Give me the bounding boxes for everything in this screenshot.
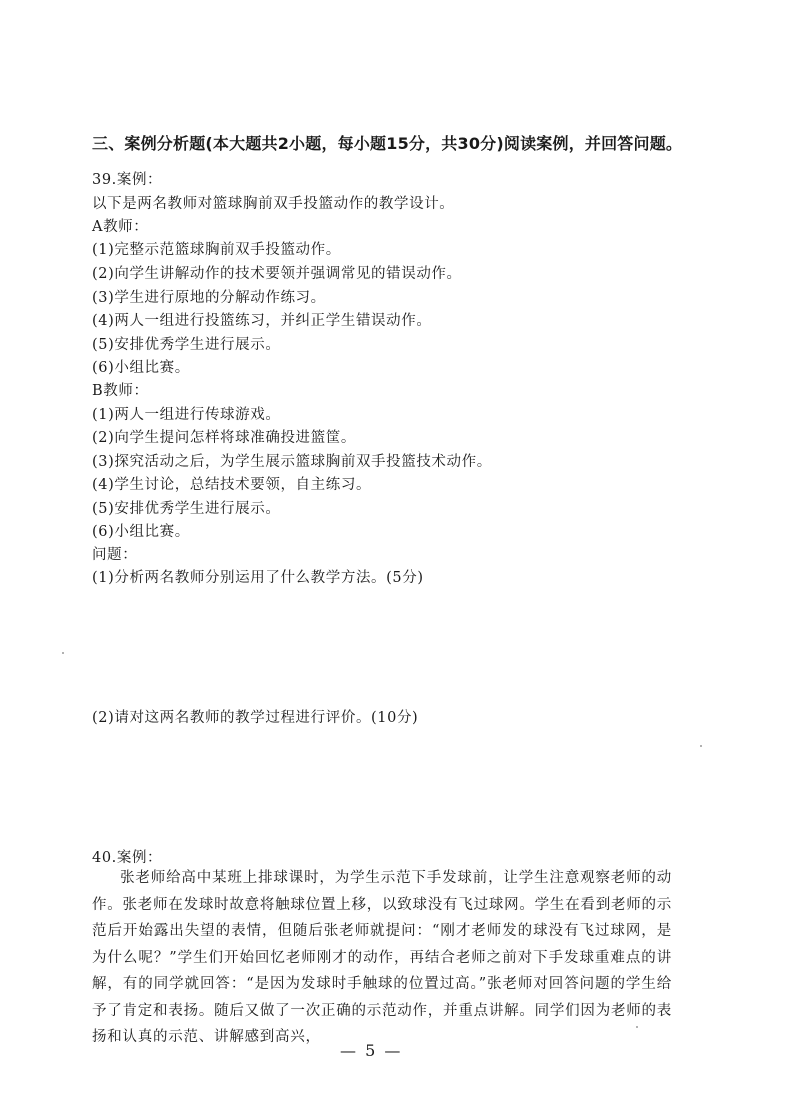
teacher-a-step: (2)向学生讲解动作的技术要领并强调常见的错误动作。 bbox=[92, 266, 462, 282]
teacher-b-step: (3)探究活动之后，为学生展示篮球胸前双手投篮技术动作。 bbox=[92, 454, 492, 470]
teacher-b-step: (5)安排优秀学生进行展示。 bbox=[92, 501, 281, 517]
q39-label: 39.案例： bbox=[92, 172, 163, 188]
teacher-a-step: (6)小组比赛。 bbox=[92, 360, 190, 376]
scan-speck bbox=[62, 652, 64, 654]
question-2: (2)请对这两名教师的教学过程进行评价。(10分) bbox=[92, 710, 419, 726]
teacher-a-step: (4)两人一组进行投篮练习，并纠正学生错误动作。 bbox=[92, 313, 432, 329]
teacher-b-step: (2)向学生提问怎样将球准确投进篮筐。 bbox=[92, 430, 356, 446]
q40-label: 40.案例： bbox=[92, 850, 163, 866]
teacher-b-heading: B教师： bbox=[92, 383, 149, 399]
questions-label: 问题： bbox=[92, 547, 138, 563]
teacher-a-step: (3)学生进行原地的分解动作练习。 bbox=[92, 290, 326, 306]
teacher-b-step: (4)学生讨论，总结技术要领，自主练习。 bbox=[92, 477, 372, 493]
scan-speck bbox=[636, 1026, 638, 1028]
scan-speck bbox=[700, 745, 702, 747]
teacher-b-step: (6)小组比赛。 bbox=[92, 524, 190, 540]
teacher-b-step: (1)两人一组进行传球游戏。 bbox=[92, 407, 281, 423]
page-number: — 5 — bbox=[340, 1041, 403, 1060]
teacher-a-step: (1)完整示范篮球胸前双手投篮动作。 bbox=[92, 242, 341, 258]
q40-paragraph-text: 张老师给高中某班上排球课时，为学生示范下手发球前，让学生注意观察老师的动作。张老师在发球时故意将触球位置上移，以致球没有飞过球网。学生在看到老师的示范后开始露出失望的表情，但随后张老师就提问：“刚才老师发的球没有飞过球网，是为什么呢？”学生们开始回忆老师刚才的动作，再结合老师之前对下手发球重难点的讲解，有的同学就回答：“是因为发球时手触球的位置过高。”张老师对回答问题的学生给予了肯定和表扬。随后又做了一次正确的示范动作，并重点讲解。同学们因为老师的表扬和认真的示范、讲解感到高兴， bbox=[92, 870, 672, 1045]
question-1: (1)分析两名教师分别运用了什么教学方法。(5分) bbox=[92, 570, 424, 586]
section-title: 三、案例分析题(本大题共2小题，每小题15分，共30分)阅读案例，并回答问题。 bbox=[92, 134, 683, 153]
teacher-a-heading: A教师： bbox=[92, 219, 149, 235]
teacher-a-step: (5)安排优秀学生进行展示。 bbox=[92, 337, 281, 353]
q40-paragraph bbox=[92, 865, 672, 1051]
q39-intro: 以下是两名教师对篮球胸前双手投篮动作的教学设计。 bbox=[92, 196, 455, 212]
